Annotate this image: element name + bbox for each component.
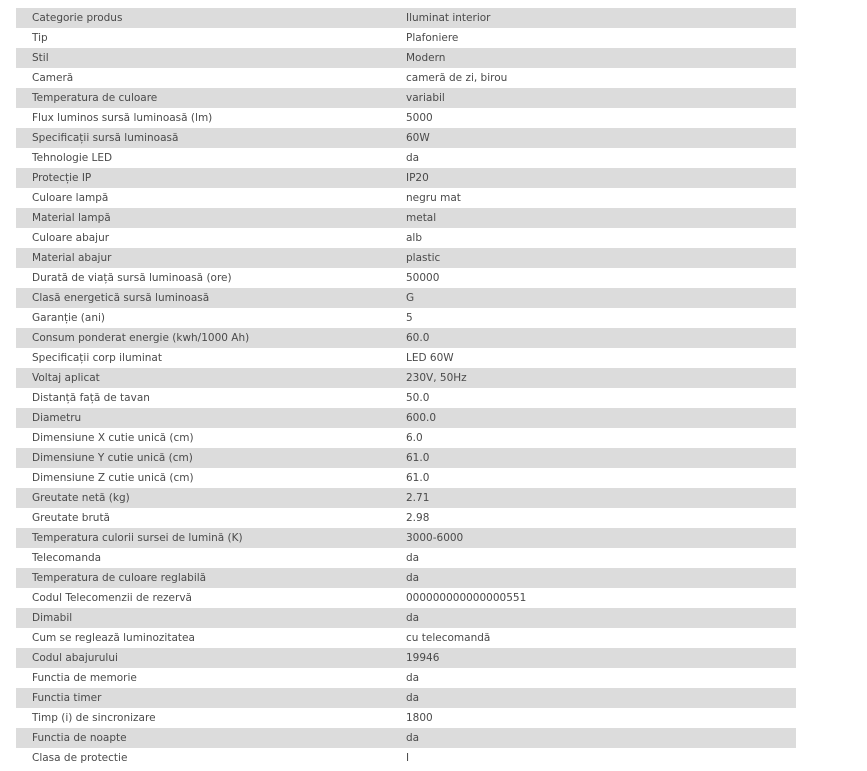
spec-value: variabil xyxy=(390,88,796,108)
product-spec-table xyxy=(16,8,796,768)
spec-row xyxy=(16,368,796,388)
spec-label: Temperatura culorii sursei de lumină (K) xyxy=(16,528,390,548)
spec-value: 60.0 xyxy=(390,328,796,348)
spec-label: Codul abajurului xyxy=(16,648,390,668)
spec-value: I xyxy=(390,748,796,768)
spec-row xyxy=(16,28,796,48)
spec-row xyxy=(16,88,796,108)
spec-label: Tehnologie LED xyxy=(16,148,390,168)
spec-row xyxy=(16,468,796,488)
spec-row xyxy=(16,248,796,268)
spec-label: Dimabil xyxy=(16,608,390,628)
spec-row xyxy=(16,168,796,188)
spec-row xyxy=(16,348,796,368)
spec-value: 2.71 xyxy=(390,488,796,508)
spec-value: 60W xyxy=(390,128,796,148)
spec-label: Durată de viață sursă luminoasă (ore) xyxy=(16,268,390,288)
spec-row xyxy=(16,528,796,548)
spec-label: Functia timer xyxy=(16,688,390,708)
spec-value: da xyxy=(390,148,796,168)
spec-row xyxy=(16,688,796,708)
spec-row xyxy=(16,68,796,88)
spec-label: Clasă energetică sursă luminoasă xyxy=(16,288,390,308)
spec-label: Functia de memorie xyxy=(16,668,390,688)
spec-value: Modern xyxy=(390,48,796,68)
spec-row xyxy=(16,588,796,608)
spec-value: 61.0 xyxy=(390,448,796,468)
spec-value: LED 60W xyxy=(390,348,796,368)
spec-row xyxy=(16,548,796,568)
spec-value: cu telecomandă xyxy=(390,628,796,648)
spec-label: Material abajur xyxy=(16,248,390,268)
spec-value: 600.0 xyxy=(390,408,796,428)
spec-value: negru mat xyxy=(390,188,796,208)
spec-value: 230V, 50Hz xyxy=(390,368,796,388)
spec-value: 50000 xyxy=(390,268,796,288)
spec-value: 61.0 xyxy=(390,468,796,488)
spec-row xyxy=(16,108,796,128)
spec-label: Culoare abajur xyxy=(16,228,390,248)
spec-label: Specificații sursă luminoasă xyxy=(16,128,390,148)
spec-row xyxy=(16,428,796,448)
spec-label: Garanție (ani) xyxy=(16,308,390,328)
spec-label: Clasa de protectie xyxy=(16,748,390,768)
spec-label: Functia de noapte xyxy=(16,728,390,748)
spec-value: 50.0 xyxy=(390,388,796,408)
spec-row xyxy=(16,128,796,148)
spec-value: da xyxy=(390,688,796,708)
spec-row xyxy=(16,448,796,468)
spec-value: da xyxy=(390,728,796,748)
spec-row xyxy=(16,208,796,228)
spec-label: Protecție IP xyxy=(16,168,390,188)
spec-row xyxy=(16,508,796,528)
spec-row xyxy=(16,648,796,668)
spec-value: alb xyxy=(390,228,796,248)
spec-row xyxy=(16,188,796,208)
spec-label: Dimensiune X cutie unică (cm) xyxy=(16,428,390,448)
spec-label: Telecomanda xyxy=(16,548,390,568)
spec-value: 3000-6000 xyxy=(390,528,796,548)
spec-row xyxy=(16,708,796,728)
spec-row xyxy=(16,48,796,68)
spec-label: Voltaj aplicat xyxy=(16,368,390,388)
spec-value: G xyxy=(390,288,796,308)
spec-label: Codul Telecomenzii de rezervă xyxy=(16,588,390,608)
spec-row xyxy=(16,488,796,508)
spec-value: da xyxy=(390,548,796,568)
spec-value: 000000000000000551 xyxy=(390,588,796,608)
spec-value: da xyxy=(390,668,796,688)
spec-value: 6.0 xyxy=(390,428,796,448)
spec-value: da xyxy=(390,568,796,588)
spec-row xyxy=(16,668,796,688)
spec-label: Specificații corp iluminat xyxy=(16,348,390,368)
spec-value: 2.98 xyxy=(390,508,796,528)
spec-label: Stil xyxy=(16,48,390,68)
spec-value: Plafoniere xyxy=(390,28,796,48)
spec-label: Tip xyxy=(16,28,390,48)
spec-row xyxy=(16,228,796,248)
spec-value: IP20 xyxy=(390,168,796,188)
spec-label: Temperatura de culoare xyxy=(16,88,390,108)
spec-value: metal xyxy=(390,208,796,228)
spec-value: Iluminat interior xyxy=(390,8,796,28)
spec-label: Distanță față de tavan xyxy=(16,388,390,408)
spec-value: da xyxy=(390,608,796,628)
spec-row xyxy=(16,288,796,308)
spec-row xyxy=(16,628,796,648)
spec-label: Dimensiune Z cutie unică (cm) xyxy=(16,468,390,488)
spec-label: Cum se reglează luminozitatea xyxy=(16,628,390,648)
spec-label: Greutate netă (kg) xyxy=(16,488,390,508)
spec-row xyxy=(16,568,796,588)
spec-label: Cameră xyxy=(16,68,390,88)
spec-label: Categorie produs xyxy=(16,8,390,28)
spec-row xyxy=(16,148,796,168)
spec-label: Timp (i) de sincronizare xyxy=(16,708,390,728)
spec-table-body xyxy=(16,8,796,768)
spec-label: Temperatura de culoare reglabilă xyxy=(16,568,390,588)
spec-value: 5 xyxy=(390,308,796,328)
spec-label: Consum ponderat energie (kwh/1000 Ah) xyxy=(16,328,390,348)
spec-value: cameră de zi, birou xyxy=(390,68,796,88)
spec-row xyxy=(16,408,796,428)
spec-label: Diametru xyxy=(16,408,390,428)
spec-label: Material lampă xyxy=(16,208,390,228)
spec-value: 19946 xyxy=(390,648,796,668)
spec-label: Culoare lampă xyxy=(16,188,390,208)
spec-row xyxy=(16,328,796,348)
spec-row xyxy=(16,748,796,768)
spec-value: 1800 xyxy=(390,708,796,728)
spec-label: Flux luminos sursă luminoasă (lm) xyxy=(16,108,390,128)
spec-row xyxy=(16,308,796,328)
spec-row xyxy=(16,268,796,288)
spec-row xyxy=(16,608,796,628)
spec-row xyxy=(16,728,796,748)
spec-value: 5000 xyxy=(390,108,796,128)
spec-row xyxy=(16,388,796,408)
spec-value: plastic xyxy=(390,248,796,268)
spec-label: Greutate brută xyxy=(16,508,390,528)
spec-row xyxy=(16,8,796,28)
spec-label: Dimensiune Y cutie unică (cm) xyxy=(16,448,390,468)
